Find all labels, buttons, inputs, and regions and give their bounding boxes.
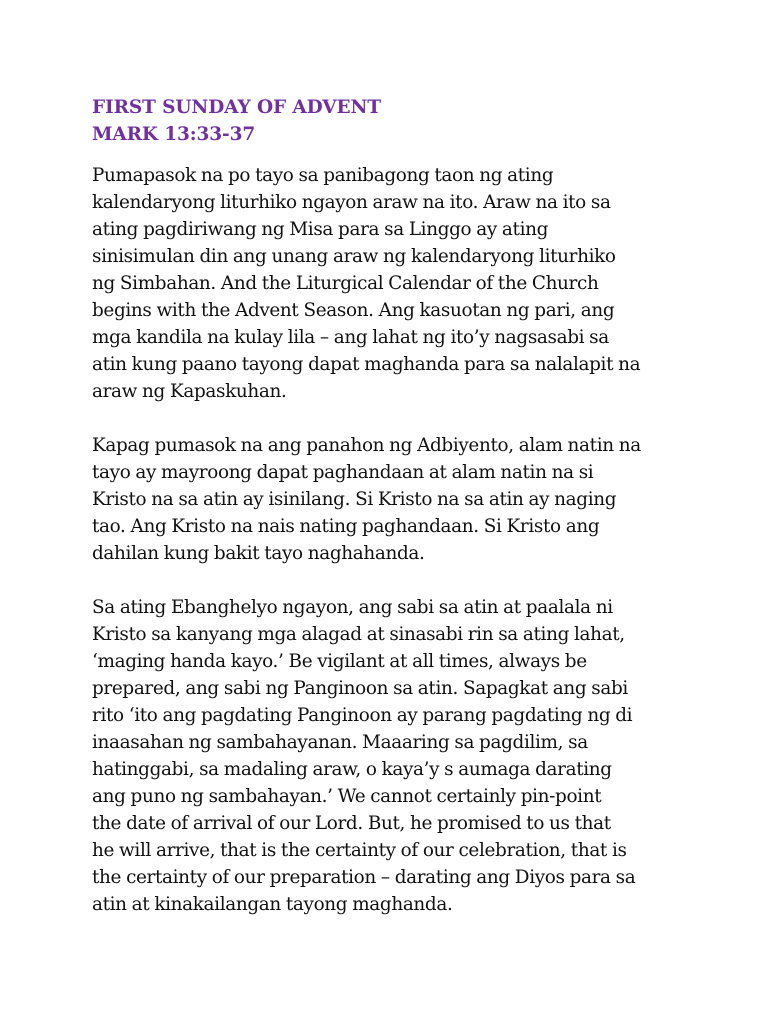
paragraph-1: Pumapasok na po tayo sa panibagong taon ng ating kalendaryong liturhiko ngayon araw na ito. Araw na ito sa ating pagdiriwang ng Misa para sa Linggo ay ating sinisimulan din ang unang araw ng kalendaryong liturhiko ng Simbahan. And the Liturgical Calendar of the Church begins with the Advent Season. Ang kasuotan ng pari, ang mga kandila na kulay lila – ang lahat ng ito’y nagsasabi sa atin kung paano tayong dapat maghanda para sa nalalapit na araw ng Kapaskuhan.	[92, 165, 641, 402]
paragraph-3: Sa ating Ebanghelyo ngayon, ang sabi sa atin at paalala ni Kristo sa kanyang mga alagad at sinasabi rin sa ating lahat, ‘maging handa kayo.’ Be vigilant at all times, always be prepared, ang sabi ng Panginoon sa atin. Sapagkat ang sabi rito ‘ito ang pagdating Panginoon ay parang pagdating ng di inaasahan ng sambahayanan. Maaaring sa pagdilim, sa hatinggabi, sa madaling araw, o kaya’y s aumaga darating ang puno ng sambahayan.’ We cannot certainly pin-point the date of arrival of our Lord. But, he promised to us that he will arrive, that is the certainty of our celebration, that is the certainty of our preparation – darating ang Diyos para sa atin at kinakailangan tayong maghanda.	[92, 597, 636, 915]
document-title	[92, 94, 692, 148]
title-line-1: FIRST SUNDAY OF ADVENT	[92, 97, 381, 118]
document-page	[92, 94, 692, 918]
paragraph-2: Kapag pumasok na ang panahon ng Adbiyento, alam natin na tayo ay mayroong dapat paghandaan at alam natin na si Kristo na sa atin ay isinilang. Si Kristo na sa atin ay naging tao. Ang Kristo na nais nating paghandaan. Si Kristo ang dahilan kung bakit tayo naghahanda.	[92, 435, 641, 564]
title-line-2-scripture-reference: MARK 13:33-37	[92, 124, 256, 145]
